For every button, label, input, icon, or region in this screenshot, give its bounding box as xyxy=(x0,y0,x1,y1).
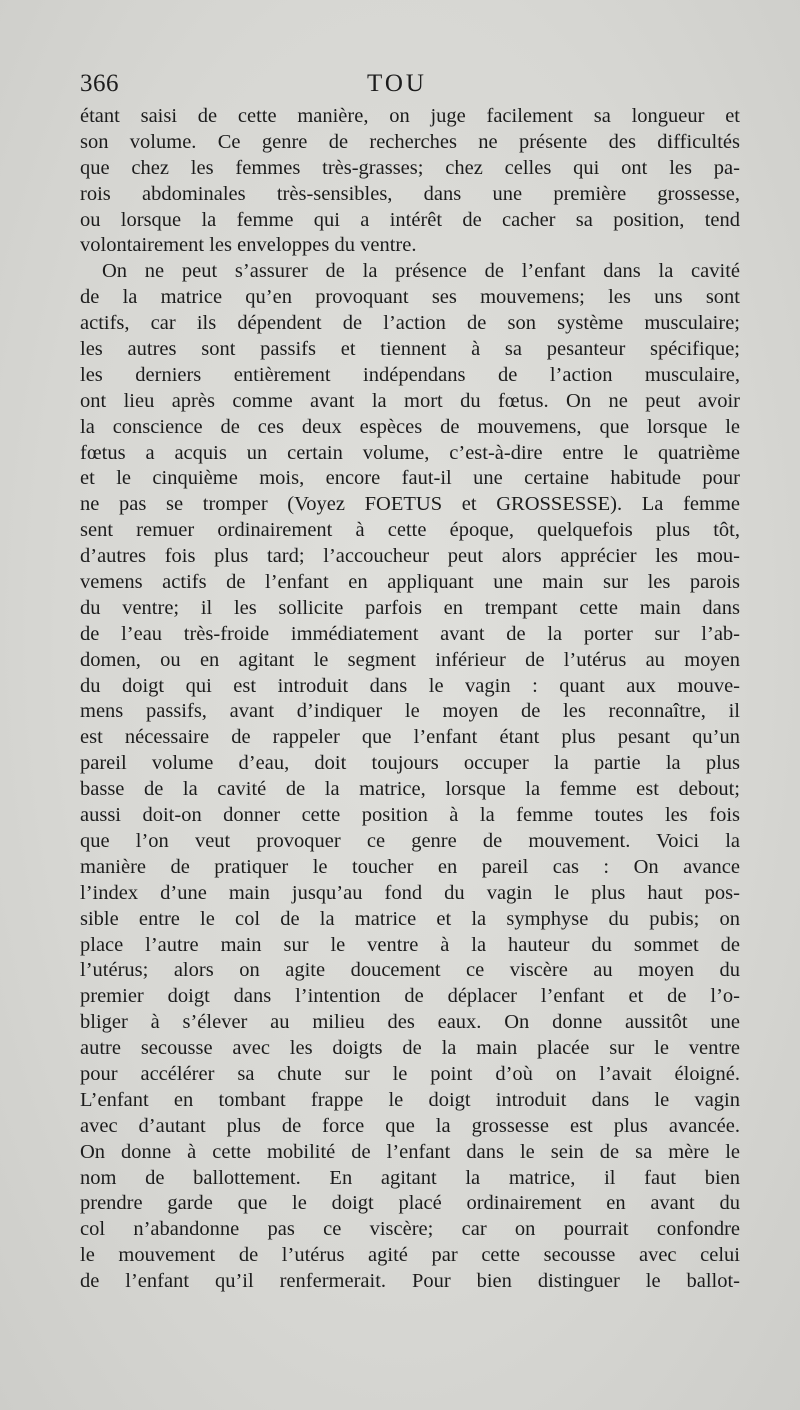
text-line: est nécessaire de rappeler que l’enfant étant plus pesant qu’un xyxy=(80,726,740,749)
text-line: l’utérus; alors on agite doucement ce viscère au moyen du xyxy=(80,959,740,982)
text-line: volontairement les enveloppes du ventre. xyxy=(80,234,417,257)
text-line: On donne à cette mobilité de l’enfant dans le sein de sa mère le xyxy=(80,1140,740,1163)
text-line: étant saisi de cette manière, on juge facilement sa longueur et xyxy=(80,105,740,127)
text-line: ou lorsque la femme qui a intérêt de cacher sa position, tend xyxy=(80,208,740,231)
page-number: 366 xyxy=(80,70,119,97)
text-line: basse de la cavité de la matrice, lorsque la femme est debout; xyxy=(80,778,740,801)
text-line: d’autres fois plus tard; l’accoucheur peut alors apprécier les mou- xyxy=(80,545,740,568)
text-line: nom de ballottement. En agitant la matrice, il faut bien xyxy=(80,1166,740,1189)
text-line: sible entre le col de la matrice et la symphyse du pubis; on xyxy=(80,907,740,930)
text-line: mens passifs, avant d’indiquer le moyen de les reconnaître, il xyxy=(80,700,740,723)
text-line: de l’eau très-froide immédiatement avant de la porter sur l’ab- xyxy=(80,622,740,645)
text-line: premier doigt dans l’intention de déplacer l’enfant et de l’o- xyxy=(80,985,740,1008)
text-line: On ne peut s’assurer de la présence de l’enfant dans la cavité xyxy=(102,260,740,283)
running-head xyxy=(80,70,740,102)
text-line: du ventre; il les sollicite parfois en trempant cette main dans xyxy=(80,596,740,619)
text-line: actifs, car ils dépendent de l’action de son système musculaire; xyxy=(80,312,740,335)
text-line: les autres sont passifs et tiennent à sa pesanteur spécifique; xyxy=(80,338,740,361)
text-line: avec d’autant plus de force que la grossesse est plus avancée. xyxy=(80,1114,740,1137)
text-line: du doigt qui est introduit dans le vagin : quant aux mouve- xyxy=(80,674,740,697)
text-line: sent remuer ordinairement à cette époque, quelquefois plus tôt, xyxy=(80,519,740,542)
text-line: la conscience de ces deux espèces de mouvemens, que lorsque le xyxy=(80,415,740,438)
text-line: vemens actifs de l’enfant en appliquant une main sur les parois xyxy=(80,571,740,594)
text-line: place l’autre main sur le ventre à la hauteur du sommet de xyxy=(80,933,740,956)
text-line: de la matrice qu’en provoquant ses mouvemens; les uns sont xyxy=(80,286,740,309)
text-line: aussi doit-on donner cette position à la femme toutes les fois xyxy=(80,804,740,827)
text-line: manière de pratiquer le toucher en pareil cas : On avance xyxy=(80,855,740,878)
text-line: pareil volume d’eau, doit toujours occuper la partie la plus xyxy=(80,752,740,775)
text-line: l’index d’une main jusqu’au fond du vagin le plus haut pos- xyxy=(80,881,740,904)
text-line: col n’abandonne pas ce viscère; car on pourrait confondre xyxy=(80,1218,740,1241)
text-line: que chez les femmes très-grasses; chez celles qui ont les pa- xyxy=(80,156,740,179)
text-line: son volume. Ce genre de recherches ne présente des difficultés xyxy=(80,130,740,153)
text-line: et le cinquième mois, encore faut-il une certaine habitude pour xyxy=(80,467,740,490)
text-line: ne pas se tromper (Voyez FOETUS et GROSSESSE). La femme xyxy=(80,493,740,516)
text-line: domen, ou en agitant le segment inférieur de l’utérus au moyen xyxy=(80,648,740,671)
text-line: fœtus a acquis un certain volume, c’est-à-dire entre le quatrième xyxy=(80,441,740,464)
text-line: L’enfant en tombant frappe le doigt introduit dans le vagin xyxy=(80,1088,740,1111)
text-line: prendre garde que le doigt placé ordinairement en avant du xyxy=(80,1192,740,1215)
text-line: que l’on veut provoquer ce genre de mouvement. Voici la xyxy=(80,829,740,852)
body-text xyxy=(80,104,740,1295)
text-line: de l’enfant qu’il renfermerait. Pour bien distinguer le ballot- xyxy=(80,1270,740,1293)
text-line: autre secousse avec les doigts de la main placée sur le ventre xyxy=(80,1037,740,1060)
running-title: TOU xyxy=(367,70,427,97)
text-line: rois abdominales très-sensibles, dans une première grossesse, xyxy=(80,182,740,205)
text-line: ont lieu après comme avant la mort du fœtus. On ne peut avoir xyxy=(80,389,740,412)
text-line: le mouvement de l’utérus agité par cette secousse avec celui xyxy=(80,1244,740,1267)
text-line: pour accélérer sa chute sur le point d’où on l’avait éloigné. xyxy=(80,1062,740,1085)
text-line: les derniers entièrement indépendans de l’action musculaire, xyxy=(80,363,740,386)
text-line: bliger à s’élever au milieu des eaux. On donne aussitôt une xyxy=(80,1011,740,1034)
